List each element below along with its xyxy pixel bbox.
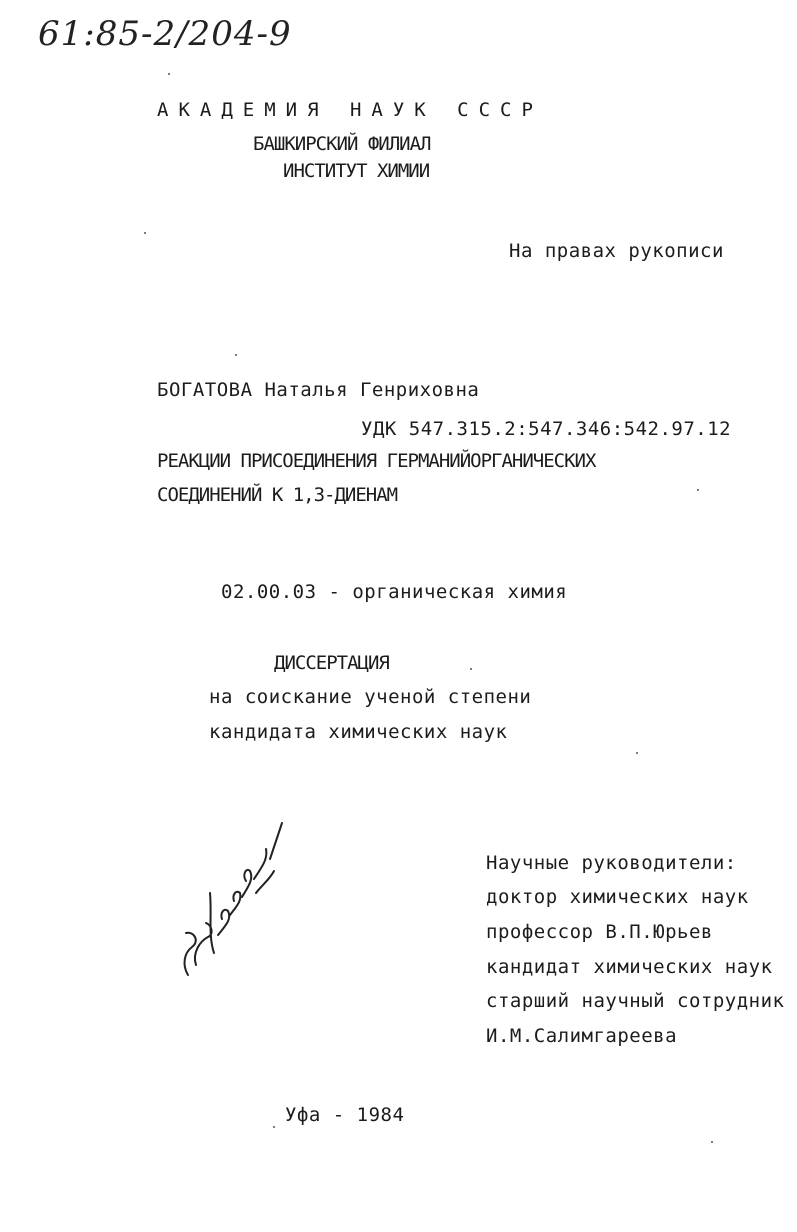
thesis-title-line-1: РЕАКЦИИ ПРИСОЕДИНЕНИЯ ГЕРМАНИЙОРГАНИЧЕСКИХ (157, 450, 596, 472)
handwritten-signature (170, 815, 290, 985)
scan-speck (636, 752, 638, 754)
scan-speck (168, 73, 170, 75)
branch-name: БАШКИРСКИЙ ФИЛИАЛ (253, 133, 431, 155)
supervisors-heading: Научные руководители: (486, 852, 737, 874)
archive-code-handwritten: 61:85-2/204-9 (38, 14, 292, 54)
scan-speck (235, 354, 237, 356)
degree-line-2: кандидата химических наук (209, 721, 508, 743)
supervisor-line: старший научный сотрудник (486, 990, 785, 1012)
supervisor-line: доктор химических наук (486, 886, 749, 908)
specialty-code: 02.00.03 - органическая химия (221, 581, 568, 603)
supervisor-line: профессор В.П.Юрьев (486, 921, 713, 943)
institute-name: ИНСТИТУТ ХИМИИ (283, 160, 430, 182)
thesis-title-line-2: СОЕДИНЕНИЙ К 1,3-ДИЕНАМ (157, 484, 398, 506)
scan-speck (273, 1126, 275, 1128)
supervisor-line: кандидат химических наук (486, 956, 773, 978)
supervisor-line: И.М.Салимгареева (486, 1025, 678, 1047)
rights-note: На правах рукописи (509, 240, 724, 262)
scan-speck (470, 668, 472, 670)
udc-code: УДК 547.315.2:547.346:542.97.12 (361, 418, 732, 440)
dissertation-label: ДИССЕРТАЦИЯ (274, 652, 389, 674)
scan-speck (697, 489, 699, 491)
academy-name: АКАДЕМИЯ НАУК СССР (157, 99, 543, 121)
degree-line-1: на соискание ученой степени (209, 686, 532, 708)
place-and-year: Уфа - 1984 (285, 1104, 405, 1126)
scan-speck (711, 1141, 713, 1143)
scan-speck (144, 232, 146, 234)
author-name: БОГАТОВА Наталья Генриховна (157, 379, 480, 401)
